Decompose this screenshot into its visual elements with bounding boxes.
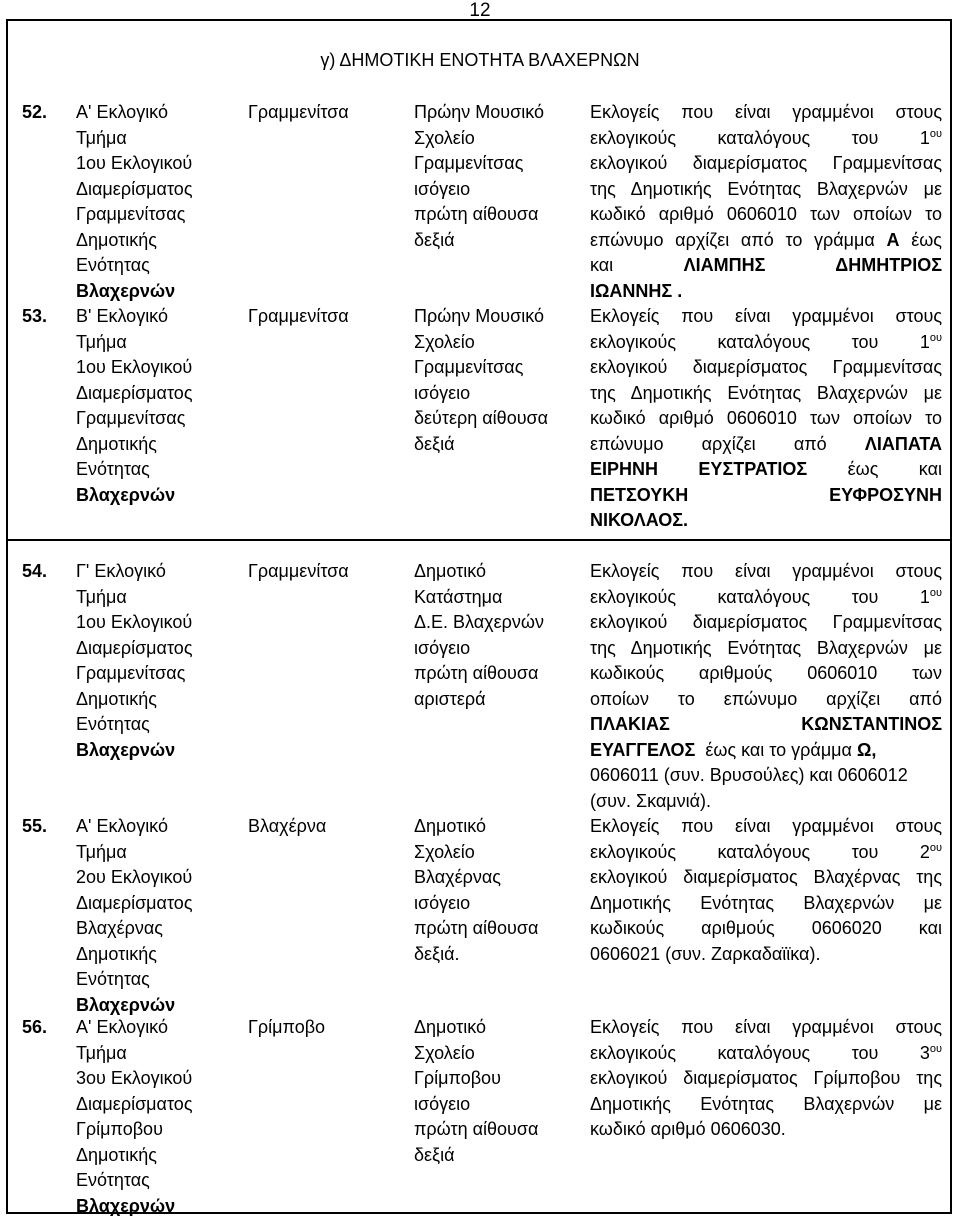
location-line: δεύτερη αίθουσα [414,406,584,432]
section-name-line: Ενότητας [76,967,236,993]
place-name: Βλαχέρνα [248,814,408,840]
section-name-line: Γρίμποβου [76,1117,236,1143]
description-line: 0606011 (συν. Βρυσούλες) και 0606012 [590,763,942,789]
description-line: Δημοτικής Ενότητας Βλαχερνών με [590,1092,942,1118]
page-number: 12 [0,0,960,22]
description-line: (συν. Σκαμνιά). [590,789,942,815]
description-line: εκλογικούς καταλόγους του $2^{o\upsilon}$ [590,840,942,866]
section-name-line: Δημοτικής [76,432,236,458]
location-line: πρώτη αίθουσα [414,1117,584,1143]
location-line: πρώτη αίθουσα [414,661,584,687]
section-name [76,559,236,763]
description-line: κωδικούς αριθμούς 0606010 των [590,661,942,687]
section-name-line: Δημοτικής [76,942,236,968]
section-name-bold: Βλαχερνών [76,993,236,1019]
row-number: 53. [22,304,62,330]
description-line: ΙΩΑΝΝΗΣ . [590,279,942,305]
description-line: Εκλογείς που είναι γραμμένοι στους [590,559,942,585]
section-name-line: Γραμμενίτσας [76,406,236,432]
section-name-bold: Βλαχερνών [76,1194,236,1219]
description-line: εκλογικού διαμερίσματος Βλαχέρνας της [590,865,942,891]
section-name [76,1015,236,1219]
description-line: εκλογικούς καταλόγους του $1^{o\upsilon}$ [590,330,942,356]
description-line: Εκλογείς που είναι γραμμένοι στους [590,1015,942,1041]
location-line: ισόγειο [414,381,584,407]
location-line: ισόγειο [414,177,584,203]
section-name-line: Α' Εκλογικό [76,1015,236,1041]
location-line: Σχολείο [414,126,584,152]
voter-description [590,304,942,534]
section-name-bold: Βλαχερνών [76,483,236,509]
section-name-line: Δημοτικής [76,1143,236,1169]
description-line: εκλογικού διαμερίσματος Γρίμποβου της [590,1066,942,1092]
section-name-line: Ενότητας [76,253,236,279]
polling-location [414,100,584,253]
location-line: Πρώην Μουσικό [414,100,584,126]
voter-description [590,100,942,304]
section-name-line: Γ' Εκλογικό [76,559,236,585]
voter-description [590,1015,942,1143]
location-line: Δημοτικό [414,814,584,840]
description-line: ΠΛΑΚΙΑΣ ΚΩΝΣΤΑΝΤΙΝΟΣ [590,712,942,738]
section-name-line: Τμήμα [76,1041,236,1067]
section-name-line: Τμήμα [76,126,236,152]
section-name [76,814,236,1018]
polling-location [414,814,584,967]
section-name-line: Δημοτικής [76,228,236,254]
section-name-line: 2ου Εκλογικού [76,865,236,891]
section-name-line: 1ου Εκλογικού [76,610,236,636]
section-name-line: Τμήμα [76,585,236,611]
description-line: ΕΙΡΗΝΗ ΕΥΣΤΡΑΤΙΟΣ έως και [590,457,942,483]
location-line: Δημοτικό [414,1015,584,1041]
row-number: 56. [22,1015,62,1041]
voter-description [590,814,942,967]
section-name-line: Δημοτικής [76,687,236,713]
location-line: Σχολείο [414,1041,584,1067]
section-name-line: 1ου Εκλογικού [76,151,236,177]
polling-location [414,304,584,457]
description-line: ΕΥΑΓΓΕΛΟΣ έως και το γράμμα Ω, [590,738,942,764]
location-line: δεξιά [414,228,584,254]
section-name-line: Τμήμα [76,840,236,866]
place-name: Γραμμενίτσα [248,304,408,330]
description-line: Εκλογείς που είναι γραμμένοι στους [590,100,942,126]
section-name-line: Διαμερίσματος [76,1092,236,1118]
section-name-line: 1ου Εκλογικού [76,355,236,381]
section-name-line: Γραμμενίτσας [76,202,236,228]
location-line: Βλαχέρνας [414,865,584,891]
description-line: της Δημοτικής Ενότητας Βλαχερνών με [590,636,942,662]
row-number: 55. [22,814,62,840]
location-line: Γραμμενίτσας [414,151,584,177]
description-line: εκλογικούς καταλόγους του $1^{o\upsilon}$ [590,126,942,152]
description-line: εκλογικού διαμερίσματος Γραμμενίτσας [590,151,942,177]
description-line: επώνυμο αρχίζει από το γράμμα Α έως [590,228,942,254]
description-line: της Δημοτικής Ενότητας Βλαχερνών με [590,381,942,407]
location-line: ισόγειο [414,891,584,917]
location-line: ισόγειο [414,1092,584,1118]
section-name-line: 3ου Εκλογικού [76,1066,236,1092]
location-line: Δημοτικό [414,559,584,585]
place-name: Γραμμενίτσα [248,100,408,126]
description-line: και ΛΙΑΜΠΗΣ ΔΗΜΗΤΡΙΟΣ [590,253,942,279]
section-name-line: Διαμερίσματος [76,636,236,662]
description-line: Εκλογείς που είναι γραμμένοι στους [590,304,942,330]
section-title: γ) ΔΗΜΟΤΙΚΗ ΕΝΟΤΗΤΑ ΒΛΑΧΕΡΝΩΝ [0,48,960,72]
location-line: πρώτη αίθουσα [414,916,584,942]
location-line: δεξιά [414,1143,584,1169]
location-line: ισόγειο [414,636,584,662]
place-name: Γραμμενίτσα [248,559,408,585]
description-line: οποίων το επώνυμο αρχίζει από [590,687,942,713]
description-line: επώνυμο αρχίζει από ΛΙΑΠΑΤΑ [590,432,942,458]
row-number: 54. [22,559,62,585]
description-line: κωδικούς αριθμούς 0606020 και [590,916,942,942]
location-line: Πρώην Μουσικό [414,304,584,330]
description-line: εκλογικού διαμερίσματος Γραμμενίτσας [590,610,942,636]
section-name-line: Α' Εκλογικό [76,100,236,126]
location-line: Σχολείο [414,330,584,356]
voter-description [590,559,942,814]
description-line: εκλογικούς καταλόγους του $3^{o\upsilon}$ [590,1041,942,1067]
description-line: Δημοτικής Ενότητας Βλαχερνών με [590,891,942,917]
description-line: 0606021 (συν. Ζαρκαδαϊϊκα). [590,942,942,968]
section-name [76,100,236,304]
section-name-line: Β' Εκλογικό [76,304,236,330]
section-name-line: Βλαχέρνας [76,916,236,942]
section-name-line: Ενότητας [76,457,236,483]
location-line: Δ.Ε. Βλαχερνών [414,610,584,636]
description-line: κωδικό αριθμό 0606030. [590,1117,942,1143]
location-line: Γρίμποβου [414,1066,584,1092]
description-line: της Δημοτικής Ενότητας Βλαχερνών με [590,177,942,203]
location-line: Σχολείο [414,840,584,866]
section-name-line: Διαμερίσματος [76,177,236,203]
description-line: ΠΕΤΣΟΥΚΗ ΕΥΦΡΟΣΥΝΗ [590,483,942,509]
section-name [76,304,236,508]
description-line: εκλογικού διαμερίσματος Γραμμενίτσας [590,355,942,381]
section-name-line: Ενότητας [76,712,236,738]
section-name-line: Ενότητας [76,1168,236,1194]
location-line: Κατάστημα [414,585,584,611]
description-line: Εκλογείς που είναι γραμμένοι στους [590,814,942,840]
section-name-line: Διαμερίσματος [76,381,236,407]
row-number: 52. [22,100,62,126]
section-name-line: Γραμμενίτσας [76,661,236,687]
description-line: εκλογικούς καταλόγους του $1^{o\upsilon}$ [590,585,942,611]
section-name-line: Α' Εκλογικό [76,814,236,840]
section-name-line: Διαμερίσματος [76,891,236,917]
location-line: πρώτη αίθουσα [414,202,584,228]
place-name: Γρίμποβο [248,1015,408,1041]
location-line: Γραμμενίτσας [414,355,584,381]
location-line: αριστερά [414,687,584,713]
section-name-bold: Βλαχερνών [76,279,236,305]
location-line: δεξιά [414,432,584,458]
description-line: ΝΙΚΟΛΑΟΣ. [590,508,942,534]
description-line: κωδικό αριθμό 0606010 των οποίων το [590,406,942,432]
polling-location [414,1015,584,1168]
polling-location [414,559,584,712]
row-divider [6,539,952,541]
section-name-line: Τμήμα [76,330,236,356]
section-name-bold: Βλαχερνών [76,738,236,764]
location-line: δεξιά. [414,942,584,968]
description-line: κωδικό αριθμό 0606010 των οποίων το [590,202,942,228]
